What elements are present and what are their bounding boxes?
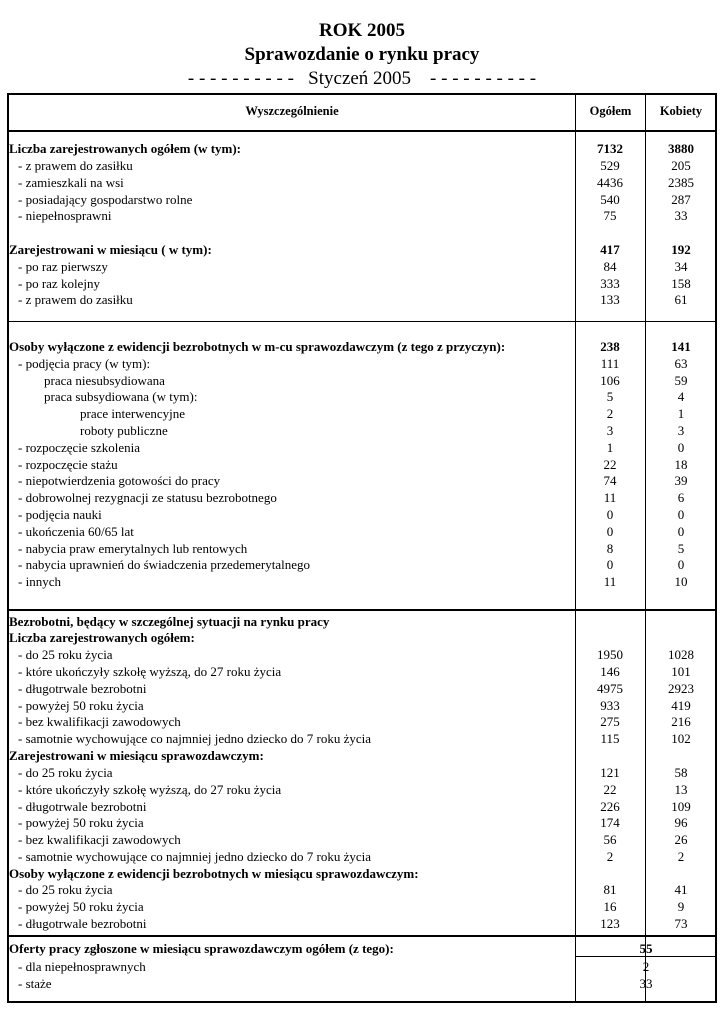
row-label: Zarejestrowani w miesiącu sprawozdawczym: (9, 748, 264, 763)
table-row (0, 557, 724, 574)
ogolem-value: 0 (606, 557, 614, 572)
table-row (0, 748, 724, 765)
row-label: Liczba zarejestrowanych ogółem (w tym): (9, 141, 242, 156)
kobiety-value: 141 (671, 339, 691, 354)
ogolem-value: 22 (603, 457, 617, 472)
section-divider (7, 321, 717, 322)
ogolem-value: 106 (600, 373, 620, 388)
row-label: Osoby wyłączone z ewidencji bezrobotnych w miesiącu sprawozdawczym: (9, 866, 419, 881)
ogolem-value: 56 (603, 832, 617, 847)
kobiety-value: 102 (671, 731, 691, 746)
table-row (0, 389, 724, 406)
section-divider (7, 609, 717, 611)
kobiety-value: 101 (671, 664, 691, 679)
table-row (0, 899, 724, 916)
table-row (0, 192, 724, 209)
table-row (0, 765, 724, 782)
ogolem-value: 3 (606, 423, 614, 438)
table-row (0, 541, 724, 558)
ogolem-value: 5 (606, 389, 614, 404)
row-label: - do 25 roku życia (18, 882, 113, 897)
table-row (0, 849, 724, 866)
header-divider (7, 130, 717, 132)
row-label: - dobrowolnej rezygnacji ze statusu bezrobotnego (18, 490, 277, 505)
ogolem-value: 81 (603, 882, 617, 897)
row-label: - powyżej 50 roku życia (18, 899, 144, 914)
table-row (0, 440, 724, 457)
table-row (0, 259, 724, 276)
kobiety-value: 1028 (668, 647, 694, 662)
ogolem-value: 1950 (597, 647, 623, 662)
kobiety-value: 0 (677, 507, 685, 522)
kobiety-value: 73 (674, 916, 688, 931)
kobiety-value: 6 (677, 490, 685, 505)
ogolem-value: 22 (603, 782, 617, 797)
row-label: - bez kwalifikacji zawodowych (18, 714, 181, 729)
offers-value: 2 (642, 959, 650, 974)
row-label: - staże (18, 976, 52, 991)
row-label: Oferty pracy zgłoszone w miesiącu sprawozdawczym ogółem (z tego): (9, 941, 394, 956)
row-label: praca niesubsydiowana (44, 373, 165, 388)
ogolem-value: 8 (606, 541, 614, 556)
ogolem-value: 0 (606, 524, 614, 539)
table-row (0, 714, 724, 731)
row-label: - nabycia praw emerytalnych lub rentowych (18, 541, 248, 556)
column-header-wyszczegolnienie: Wyszczególnienie (245, 104, 339, 118)
row-label: Liczba zarejestrowanych ogółem: (9, 630, 195, 645)
table-row (0, 339, 724, 356)
table-row (0, 208, 724, 225)
column-header-ogolem: Ogółem (589, 104, 632, 118)
column-header-kobiety: Kobiety (659, 104, 703, 118)
kobiety-value: 39 (674, 473, 688, 488)
row-label: - z prawem do zasiłku (18, 158, 133, 173)
table-row (0, 356, 724, 373)
kobiety-value: 5 (677, 541, 685, 556)
table-row (0, 490, 724, 507)
row-label: - zamieszkali na wsi (18, 175, 124, 190)
ogolem-value: 275 (600, 714, 620, 729)
row-label: - długotrwale bezrobotni (18, 916, 147, 931)
table-row (0, 698, 724, 715)
offers-row (0, 976, 724, 993)
row-label: - do 25 roku życia (18, 765, 113, 780)
kobiety-value: 2923 (668, 681, 694, 696)
table-row (0, 614, 724, 631)
row-label: - rozpoczęcie szkolenia (18, 440, 140, 455)
row-label: - długotrwale bezrobotni (18, 799, 147, 814)
kobiety-value: 13 (674, 782, 688, 797)
row-label: Osoby wyłączone z ewidencji bezrobotnych w m-cu sprawozdawczym (z tego z przyczyn): (9, 339, 506, 354)
ogolem-value: 2 (606, 406, 614, 421)
ogolem-value: 133 (600, 292, 620, 307)
offers-value: 33 (639, 976, 653, 991)
kobiety-value: 205 (671, 158, 691, 173)
table-row (0, 406, 724, 423)
row-label: - niepełnosprawni (18, 208, 112, 223)
table-row (0, 916, 724, 933)
kobiety-value: 61 (674, 292, 688, 307)
report-year-title: ROK 2005 (318, 20, 406, 41)
kobiety-value: 0 (677, 440, 685, 455)
ogolem-value: 115 (600, 731, 620, 746)
table-row (0, 815, 724, 832)
row-label: - powyżej 50 roku życia (18, 815, 144, 830)
ogolem-value: 933 (600, 698, 620, 713)
ogolem-value: 2 (606, 849, 614, 864)
row-label: - samotnie wychowujące co najmniej jedno dziecko do 7 roku życia (18, 731, 372, 746)
kobiety-value: 33 (674, 208, 688, 223)
ogolem-value: 75 (603, 208, 617, 223)
ogolem-value: 11 (603, 490, 617, 505)
kobiety-value: 419 (671, 698, 691, 713)
ogolem-value: 540 (600, 192, 620, 207)
row-label: - po raz pierwszy (18, 259, 108, 274)
ogolem-value: 11 (603, 574, 617, 589)
kobiety-value: 18 (674, 457, 688, 472)
table-row (0, 731, 724, 748)
kobiety-value: 1 (677, 406, 685, 421)
row-label: - rozpoczęcie stażu (18, 457, 118, 472)
table-row (0, 507, 724, 524)
ogolem-value: 111 (600, 356, 620, 371)
table-row (0, 524, 724, 541)
ogolem-value: 226 (600, 799, 620, 814)
table-row (0, 457, 724, 474)
ogolem-value: 121 (600, 765, 620, 780)
row-label: - powyżej 50 roku życia (18, 698, 144, 713)
kobiety-value: 0 (677, 524, 685, 539)
kobiety-value: 287 (671, 192, 691, 207)
ogolem-value: 123 (600, 916, 620, 931)
kobiety-value: 3 (677, 423, 685, 438)
kobiety-value: 96 (674, 815, 688, 830)
table-row (0, 647, 724, 664)
row-label: - podjęcia pracy (w tym): (18, 356, 151, 371)
row-label: - z prawem do zasiłku (18, 292, 133, 307)
table-row (0, 799, 724, 816)
kobiety-value: 109 (671, 799, 691, 814)
table-row (0, 423, 724, 440)
kobiety-value: 4 (677, 389, 685, 404)
row-label: - nabycia uprawnień do świadczenia przedemerytalnego (18, 557, 311, 572)
table-row (0, 175, 724, 192)
row-label: praca subsydiowana (w tym): (44, 389, 198, 404)
kobiety-value: 26 (674, 832, 688, 847)
row-label: - które ukończyły szkołę wyższą, do 27 roku życia (18, 782, 282, 797)
table-row (0, 832, 724, 849)
row-label: Bezrobotni, będący w szczególnej sytuacji na rynku pracy (9, 614, 330, 629)
ogolem-value: 0 (606, 507, 614, 522)
ogolem-value: 74 (603, 473, 617, 488)
ogolem-value: 4975 (597, 681, 623, 696)
kobiety-value: 9 (677, 899, 685, 914)
row-label: - podjęcia nauki (18, 507, 102, 522)
offers-value: 55 (639, 941, 653, 956)
kobiety-value: 2 (677, 849, 685, 864)
kobiety-value: 158 (671, 276, 691, 291)
offers-row (0, 959, 724, 976)
row-label: - dla niepełnosprawnych (18, 959, 146, 974)
row-label: - do 25 roku życia (18, 647, 113, 662)
row-label: Zarejestrowani w miesiącu ( w tym): (9, 242, 212, 257)
table-row (0, 664, 724, 681)
row-label: - innych (18, 574, 61, 589)
report-period: - - - - - - - - - - Styczeń 2005 - - - - - - - - - - (187, 68, 537, 89)
table-row (0, 292, 724, 309)
table-row (0, 276, 724, 293)
section-divider (7, 935, 717, 937)
kobiety-value: 10 (674, 574, 688, 589)
row-label: - które ukończyły szkołę wyższą, do 27 roku życia (18, 664, 282, 679)
ogolem-value: 174 (600, 815, 620, 830)
kobiety-value: 216 (671, 714, 691, 729)
table-row (0, 373, 724, 390)
row-label: roboty publiczne (80, 423, 168, 438)
row-label: - bez kwalifikacji zawodowych (18, 832, 181, 847)
table-row (0, 782, 724, 799)
row-label: - posiadający gospodarstwo rolne (18, 192, 193, 207)
table-row (0, 141, 724, 158)
table-row (0, 681, 724, 698)
kobiety-value: 59 (674, 373, 688, 388)
kobiety-value: 2385 (668, 175, 694, 190)
row-label: - po raz kolejny (18, 276, 100, 291)
ogolem-value: 4436 (597, 175, 623, 190)
row-label: - niepotwierdzenia gotowości do pracy (18, 473, 221, 488)
ogolem-value: 7132 (597, 141, 623, 156)
row-label: - ukończenia 60/65 lat (18, 524, 134, 539)
table-row (0, 158, 724, 175)
kobiety-value: 3880 (668, 141, 694, 156)
ogolem-value: 1 (606, 440, 614, 455)
table-row (0, 242, 724, 259)
kobiety-value: 0 (677, 557, 685, 572)
table-row (0, 473, 724, 490)
kobiety-value: 58 (674, 765, 688, 780)
ogolem-value: 16 (603, 899, 617, 914)
table-row (0, 882, 724, 899)
ogolem-value: 417 (600, 242, 620, 257)
report-subtitle: Sprawozdanie o rynku pracy (244, 44, 480, 65)
ogolem-value: 333 (600, 276, 620, 291)
table-row (0, 630, 724, 647)
kobiety-value: 41 (674, 882, 688, 897)
table-row (0, 574, 724, 591)
ogolem-value: 84 (603, 259, 617, 274)
ogolem-value: 529 (600, 158, 620, 173)
ogolem-value: 146 (600, 664, 620, 679)
kobiety-value: 34 (674, 259, 688, 274)
offers-row (0, 941, 724, 958)
kobiety-value: 192 (671, 242, 691, 257)
row-label: - długotrwale bezrobotni (18, 681, 147, 696)
ogolem-value: 238 (600, 339, 620, 354)
row-label: - samotnie wychowujące co najmniej jedno dziecko do 7 roku życia (18, 849, 372, 864)
table-row (0, 866, 724, 883)
row-label: prace interwencyjne (80, 406, 186, 421)
kobiety-value: 63 (674, 356, 688, 371)
